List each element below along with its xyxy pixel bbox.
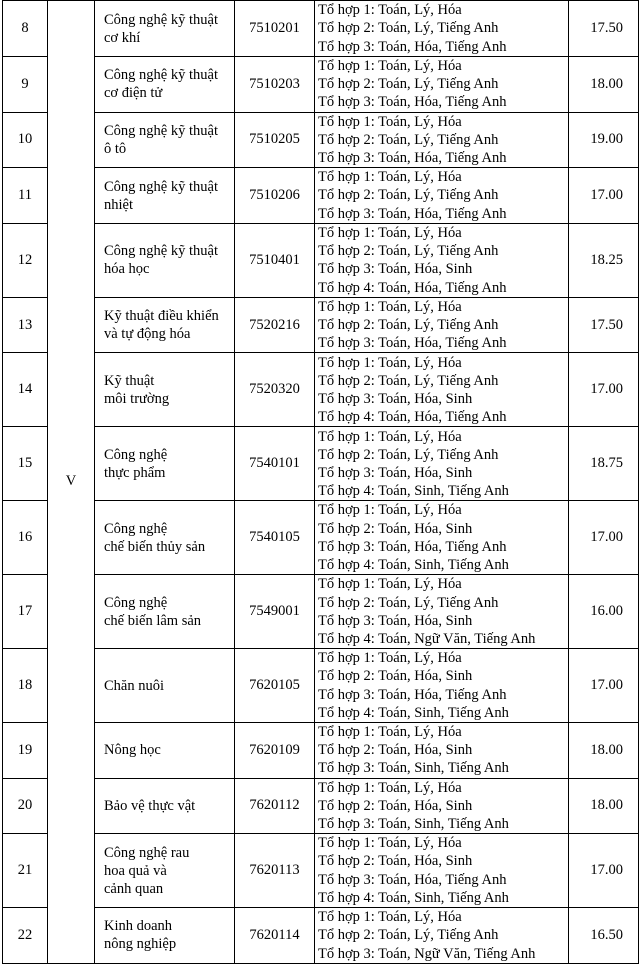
major-code: 7510401 [235,223,315,297]
major-name-line: chế biến lâm sản [104,612,202,629]
subject-combinations [315,223,569,297]
major-name-line: Kỹ thuật điều khiển [104,308,219,325]
subject-combination: Tổ hợp 1: Toán, Lý, Hóa [318,169,462,186]
row-number: 15 [3,427,48,501]
subject-combinations [315,501,569,575]
row-number: 14 [3,353,48,427]
subject-combination: Tổ hợp 2: Toán, Lý, Tiếng Anh [318,187,499,204]
major-name-line: cảnh quan [104,880,164,897]
major-name-line: Công nghệ [104,520,168,537]
row-number: 16 [3,501,48,575]
major-name [95,1,235,57]
major-name [95,834,235,908]
table-row [3,353,639,427]
subject-combinations [315,168,569,224]
table-row [3,575,639,649]
benchmark-score: 17.00 [569,834,639,908]
major-name-line: Chăn nuôi [104,677,165,694]
benchmark-score: 18.25 [569,223,639,297]
subject-combination: Tổ hợp 1: Toán, Lý, Hóa [318,724,462,741]
subject-combination: Tổ hợp 3: Toán, Sinh, Tiếng Anh [318,816,509,833]
major-name [95,427,235,501]
major-name-line: Công nghệ rau [104,844,190,861]
subject-combination: Tổ hợp 3: Toán, Hóa, Tiếng Anh [318,205,507,222]
benchmark-score: 18.00 [569,723,639,779]
subject-combination: Tổ hợp 4: Toán, Hóa, Tiếng Anh [318,279,507,296]
major-name-line: ô tô [104,140,127,157]
subject-combination: Tổ hợp 1: Toán, Lý, Hóa [318,428,462,445]
benchmark-score: 17.00 [569,649,639,723]
major-name [95,908,235,964]
major-code: 7620112 [235,778,315,834]
benchmark-score: 16.50 [569,908,639,964]
subject-combination: Tổ hợp 4: Toán, Sinh, Tiếng Anh [318,557,509,574]
major-code: 7510201 [235,1,315,57]
subject-combination: Tổ hợp 2: Toán, Lý, Tiếng Anh [318,446,499,463]
subject-combination: Tổ hợp 1: Toán, Lý, Hóa [318,224,462,241]
subject-combination: Tổ hợp 3: Toán, Hóa, Tiếng Anh [318,38,507,55]
table-row [3,834,639,908]
row-number: 9 [3,57,48,113]
major-name-line: môi trường [104,390,170,407]
major-name-line: Công nghệ [104,594,168,611]
subject-combination: Tổ hợp 1: Toán, Lý, Hóa [318,650,462,667]
major-name-line: Nông học [104,742,161,759]
table-row [3,427,639,501]
subject-combination: Tổ hợp 4: Toán, Ngữ Văn, Tiếng Anh [318,630,536,647]
major-name-line: Kinh doanh [104,918,173,935]
group-label: V [48,1,95,964]
subject-combinations [315,112,569,168]
subject-combination: Tổ hợp 3: Toán, Hóa, Sinh [318,612,473,629]
major-code: 7620105 [235,649,315,723]
subject-combination: Tổ hợp 1: Toán, Lý, Hóa [318,576,462,593]
row-number: 18 [3,649,48,723]
table-row [3,1,639,57]
subject-combination: Tổ hợp 2: Toán, Lý, Tiếng Anh [318,927,499,944]
table-row [3,168,639,224]
subject-combination: Tổ hợp 2: Toán, Hóa, Sinh [318,668,473,685]
subject-combination: Tổ hợp 1: Toán, Lý, Hóa [318,909,462,926]
subject-combination: Tổ hợp 3: Toán, Ngữ Văn, Tiếng Anh [318,945,536,962]
subject-combination: Tổ hợp 3: Toán, Sinh, Tiếng Anh [318,760,509,777]
subject-combination: Tổ hợp 1: Toán, Lý, Hóa [318,113,462,130]
subject-combination: Tổ hợp 2: Toán, Hóa, Sinh [318,742,473,759]
subject-combinations [315,723,569,779]
major-name [95,501,235,575]
benchmark-score: 17.50 [569,297,639,353]
subject-combination: Tổ hợp 4: Toán, Sinh, Tiếng Anh [318,704,509,721]
row-number: 10 [3,112,48,168]
table-row [3,723,639,779]
table-row [3,908,639,964]
benchmark-score: 18.00 [569,778,639,834]
subject-combinations [315,1,569,57]
table-row [3,297,639,353]
table-row [3,112,639,168]
table-row [3,649,639,723]
major-name-line: hoa quả và [104,862,167,879]
subject-combination: Tổ hợp 1: Toán, Lý, Hóa [318,835,462,852]
subject-combination: Tổ hợp 3: Toán, Hóa, Sinh [318,390,473,407]
major-code: 7520216 [235,297,315,353]
major-code: 7510203 [235,57,315,113]
major-name-line: Công nghệ [104,446,168,463]
major-name-line: cơ điện tử [104,85,163,102]
major-code: 7540105 [235,501,315,575]
major-name-line: Công nghệ kỹ thuật [104,178,218,195]
major-name [95,223,235,297]
table-body [3,1,639,964]
row-number: 22 [3,908,48,964]
row-number: 13 [3,297,48,353]
subject-combination: Tổ hợp 2: Toán, Lý, Tiếng Anh [318,317,499,334]
subject-combination: Tổ hợp 3: Toán, Hóa, Tiếng Anh [318,871,507,888]
major-name [95,353,235,427]
subject-combinations [315,834,569,908]
major-name-line: Công nghệ kỹ thuật [104,11,218,28]
subject-combination: Tổ hợp 3: Toán, Hóa, Sinh [318,464,473,481]
major-code: 7520320 [235,353,315,427]
subject-combination: Tổ hợp 1: Toán, Lý, Hóa [318,354,462,371]
subject-combination: Tổ hợp 2: Toán, Hóa, Sinh [318,520,473,537]
major-name [95,778,235,834]
major-name [95,297,235,353]
subject-combination: Tổ hợp 1: Toán, Lý, Hóa [318,298,462,315]
major-name [95,112,235,168]
subject-combination: Tổ hợp 1: Toán, Lý, Hóa [318,779,462,796]
major-code: 7620114 [235,908,315,964]
subject-combination: Tổ hợp 3: Toán, Hóa, Tiếng Anh [318,150,507,167]
subject-combination: Tổ hợp 1: Toán, Lý, Hóa [318,502,462,519]
benchmark-score: 18.75 [569,427,639,501]
subject-combination: Tổ hợp 2: Toán, Lý, Tiếng Anh [318,131,499,148]
subject-combination: Tổ hợp 1: Toán, Lý, Hóa [318,58,462,74]
subject-combination: Tổ hợp 3: Toán, Hóa, Tiếng Anh [318,335,507,352]
table-row [3,223,639,297]
benchmark-score: 17.00 [569,168,639,224]
subject-combination: Tổ hợp 2: Toán, Lý, Tiếng Anh [318,76,499,93]
major-code: 7540101 [235,427,315,501]
subject-combination: Tổ hợp 2: Toán, Lý, Tiếng Anh [318,594,499,611]
subject-combination: Tổ hợp 2: Toán, Lý, Tiếng Anh [318,372,499,389]
subject-combination: Tổ hợp 1: Toán, Lý, Hóa [318,2,462,19]
row-number: 19 [3,723,48,779]
table-row [3,501,639,575]
major-name-line: hóa học [104,261,150,278]
major-name [95,168,235,224]
benchmark-score: 16.00 [569,575,639,649]
subject-combinations [315,649,569,723]
table-row [3,778,639,834]
major-name-line: Kỹ thuật [104,372,155,389]
benchmark-score: 17.00 [569,501,639,575]
major-code: 7510205 [235,112,315,168]
major-name-line: Bảo vệ thực vật [104,797,196,814]
subject-combination: Tổ hợp 3: Toán, Hóa, Tiếng Anh [318,538,507,555]
benchmark-score: 19.00 [569,112,639,168]
major-name-line: và tự động hóa [104,326,191,343]
subject-combinations [315,297,569,353]
major-name [95,723,235,779]
subject-combinations [315,427,569,501]
admission-table [2,0,639,964]
subject-combination: Tổ hợp 2: Toán, Lý, Tiếng Anh [318,243,499,260]
major-code: 7620109 [235,723,315,779]
table-row [3,57,639,113]
subject-combination: Tổ hợp 3: Toán, Hóa, Tiếng Anh [318,94,507,111]
subject-combinations [315,353,569,427]
major-code: 7620113 [235,834,315,908]
subject-combination: Tổ hợp 3: Toán, Hóa, Tiếng Anh [318,686,507,703]
subject-combination: Tổ hợp 4: Toán, Sinh, Tiếng Anh [318,889,509,906]
major-name-line: Công nghệ kỹ thuật [104,67,218,84]
subject-combination: Tổ hợp 4: Toán, Sinh, Tiếng Anh [318,483,509,500]
row-number: 17 [3,575,48,649]
major-code: 7549001 [235,575,315,649]
major-name-line: chế biến thủy sản [104,538,206,555]
subject-combination: Tổ hợp 2: Toán, Hóa, Sinh [318,797,473,814]
major-name-line: cơ khí [104,29,141,46]
major-name-line: Công nghệ kỹ thuật [104,122,218,139]
subject-combination: Tổ hợp 3: Toán, Hóa, Sinh [318,261,473,278]
major-name-line: nông nghiệp [104,936,177,953]
major-name-line: nhiệt [104,196,133,213]
subject-combinations [315,908,569,964]
row-number: 20 [3,778,48,834]
subject-combinations [315,778,569,834]
row-number: 11 [3,168,48,224]
subject-combination: Tổ hợp 4: Toán, Hóa, Tiếng Anh [318,409,507,426]
subject-combination: Tổ hợp 2: Toán, Hóa, Sinh [318,853,473,870]
major-name-line: thực phẩm [104,464,166,481]
benchmark-score: 17.00 [569,353,639,427]
major-name [95,649,235,723]
row-number: 21 [3,834,48,908]
benchmark-score: 17.50 [569,1,639,57]
subject-combinations [315,575,569,649]
major-code: 7510206 [235,168,315,224]
major-name [95,57,235,113]
row-number: 8 [3,1,48,57]
major-name [95,575,235,649]
subject-combination: Tổ hợp 2: Toán, Lý, Tiếng Anh [318,20,499,37]
major-name-line: Công nghệ kỹ thuật [104,243,218,260]
subject-combinations [315,57,569,113]
row-number: 12 [3,223,48,297]
benchmark-score: 18.00 [569,57,639,113]
